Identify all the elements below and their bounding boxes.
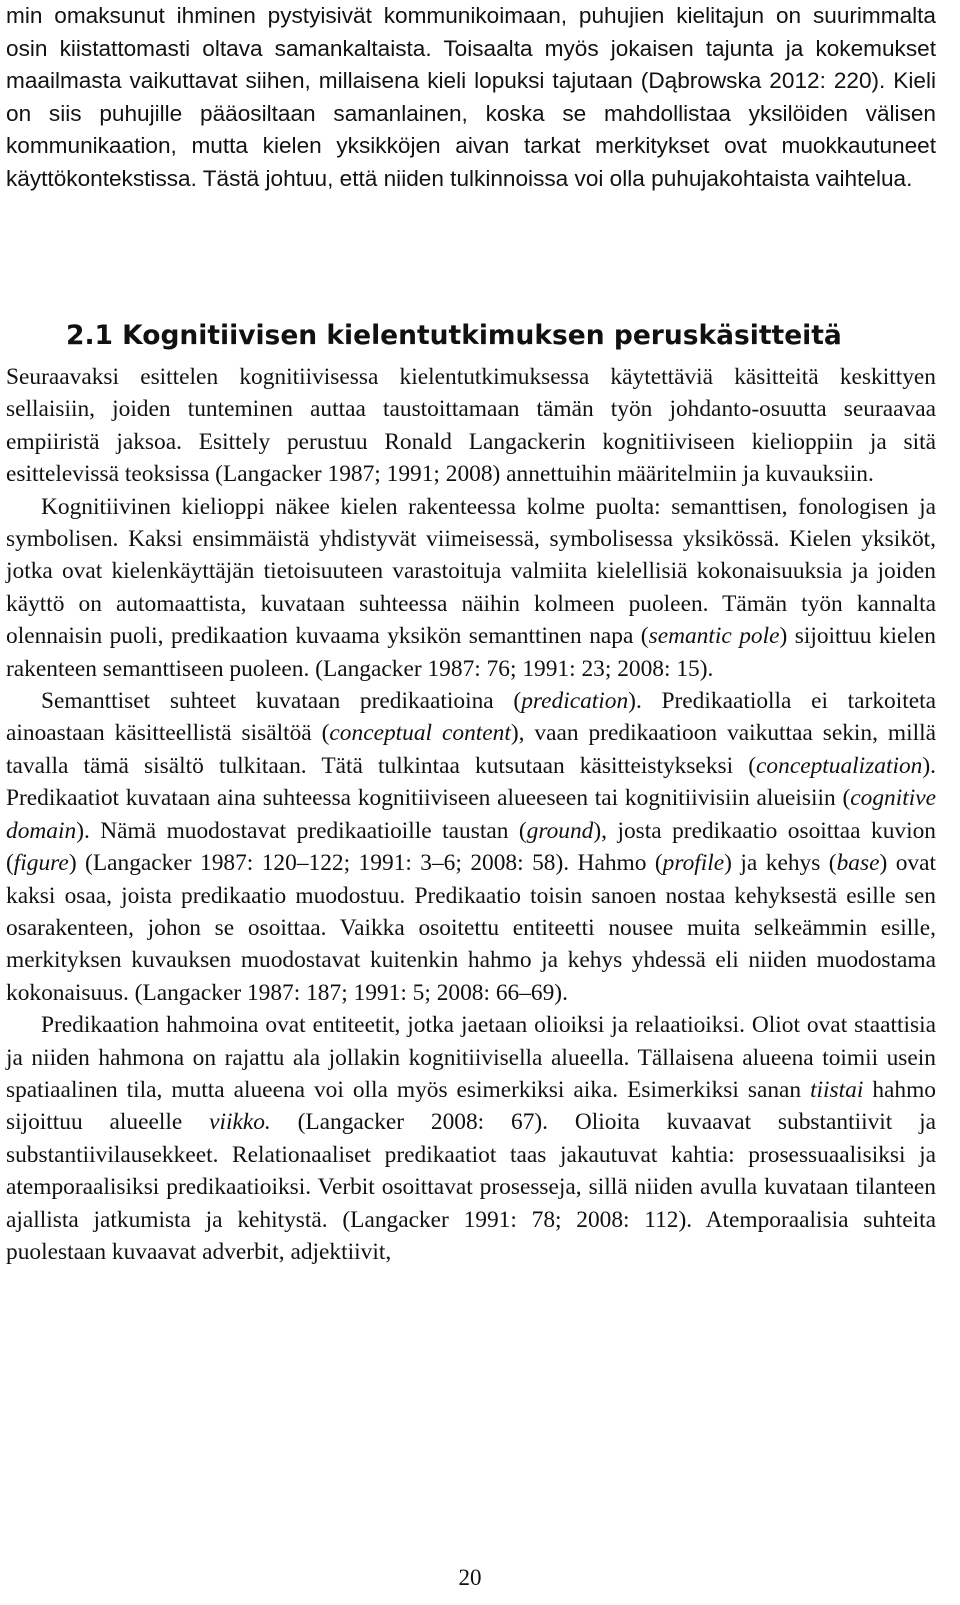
paragraph-3-text: ). Predikaatiolla ei tarkoiteta ainoastaan käsitteellistä sisältöä (: [6, 688, 936, 747]
paragraph-2-text: Kognitiivinen kielioppi näkee kielen rakenteessa kolme puolta: semanttisen, fonologisen ja symbolisen. Kaksi ensimmäistä yhdistyvät viimeisessä, symbolisessa yksikössä. Kielen yksiköt, jotka ovat kielenkäyttäjän tietoisuuteen varastoituja valmiita kielellisiä kokonaisuuksia ja joiden käyttö on automaattista, kuvataan suhteessa näihin kolmeen puoleen. Tämän työn kannalta olennaisin puoli, predikaation kuvaama yksikön semanttinen napa (: [6, 493, 936, 650]
paragraph-3-text: ). Predikaatiot kuvataan aina suhteessa kognitiiviseen alueeseen tai kognitiivisiin alueisiin (: [6, 752, 936, 812]
term-viikko: viikko.: [209, 1109, 271, 1136]
section-heading: 2.1 Kognitiivisen kielentutkimuksen peruskäsitteitä: [66, 320, 842, 351]
page-number: 20: [458, 1565, 482, 1590]
paragraph-3-text: ) ovat kaksi osaa, joista predikaatio muodostuu. Predikaatio toisin sanoen nostaa kehyksestä esille sen osarakenteen, johon se osoittaa. Vaikka osoitettu entiteetti nousee muita selkeämmin esille, merkityksen kuvauksen muodostavat kuitenkin hahmo ja kehys yhdessä eli niiden muodostama kokonaisuus. (Langacker 1987: 187; 1991: 5; 2008: 66–69).: [6, 850, 936, 1006]
paragraph-3: [6, 685, 936, 1009]
term-ground: ground: [526, 817, 594, 844]
term-conceptualization: conceptualization: [756, 752, 923, 779]
term-semantic-pole: semantic pole: [648, 623, 780, 650]
paragraph-1: Seuraavaksi esittelen kognitiivisessa kielentutkimuksessa käytettäviä käsitteitä keskittyen sellaisiin, joiden tunteminen auttaa taustoittamaan tämän työn johdanto-osuutta seuraavaa empiiristä jaksoa. Esittely perustuu Ronald Langackerin kognitiiviseen kielioppiin ja sitä esittelevissä teoksissa (Langacker 1987; 1991; 2008) annettuihin määritelmiin ja kuvauksiin.: [6, 364, 936, 488]
paragraph-4-text: hahmo sijoittuu alueelle: [6, 1076, 936, 1136]
paragraph-4-text: (Langacker 2008: 67). Olioita kuvaavat substantiivit ja substantiivilausekkeet. Relationaaliset predikaatiot taas jakautuvat kahtia: prosessuaalisiksi ja atemporaalisiksi predikaatioiksi. Verbit osoittavat prosesseja, sillä niiden avulla kuvataan tilanteen ajallista jatkumista ja kehitystä. (Langacker 1991: 78; 2008: 112). Atemporaalisia suhteita puolestaan kuvaavat adverbit, adjektiivit,: [6, 1109, 936, 1265]
paragraph-3-text: ), vaan predikaatioon vaikuttaa sekin, millä tavalla tämä sisältö tulkitaan. Tätä tulkintaa kutsutaan käsitteistykseksi (: [6, 720, 936, 779]
term-figure: figure: [13, 850, 69, 877]
paragraph-3-text: ). Nämä muodostavat predikaatioille taustan (: [76, 817, 527, 844]
term-tiistai: tiistai: [810, 1076, 864, 1103]
paragraph-3-text: ) ja kehys (: [724, 850, 837, 877]
term-base: base: [836, 850, 880, 877]
term-predication: predication: [521, 688, 629, 715]
paragraph-2: [6, 491, 936, 685]
paragraph-3-text: Semanttiset suhteet kuvataan predikaatioina (: [41, 688, 522, 715]
term-conceptual-content: conceptual content: [329, 720, 511, 747]
intro-paragraph: min omaksunut ihminen pystyisivät kommunikoimaan, puhujien kielitajun on suurimmalta osin kiistattomasti oltava samankaltaista. Toisaalta myös jokaisen tajunta ja kokemukset maailmasta vaikuttavat siihen, millaisena kieli lopuksi tajutaan (Dąbrowska 2012: 220). Kieli on siis puhujille pääosiltaan samanlainen, koska se mahdollistaa yksilöiden välisen kommunikaation, mutta kielen yksikköjen aivan tarkat merkitykset ovat muokkautuneet käyttökontekstissa. Tästä johtuu, että niiden tulkinnoissa voi olla puhujakohtaista vaihtelua.: [6, 3, 936, 191]
term-cognitive-domain: cognitive domain: [6, 785, 936, 844]
paragraph-4-text: Predikaation hahmoina ovat entiteetit, jotka jaetaan olioiksi ja relaatioiksi. Oliot ovat staattisia ja niiden hahmona on rajattu ala jollakin kognitiivisella alueella. Tällaisena alueena toimii usein spatiaalinen tila, mutta alueena voi olla myös esimerkiksi aika. Esimerkiksi sanan: [6, 1012, 936, 1103]
section-body: [6, 361, 936, 1268]
paragraph-3-text: ) (Langacker 1987: 120–122; 1991: 3–6; 2008: 58). Hahmo (: [68, 850, 663, 877]
paragraph-2-text: ) sijoittuu kielen rakenteen semanttiseen puoleen. (Langacker 1987: 76; 1991: 23; 2008: 15).: [6, 623, 937, 682]
term-profile: profile: [662, 850, 725, 877]
paragraph-3-text: ), josta predikaatio osoittaa kuvion (: [6, 817, 936, 877]
paragraph-4: [6, 1009, 936, 1268]
